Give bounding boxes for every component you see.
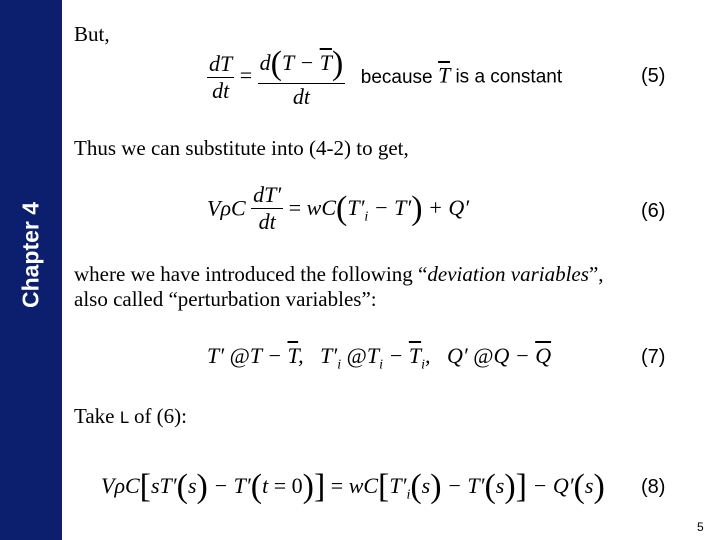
constant-text: is a constant bbox=[455, 66, 563, 88]
equation-8-number: (8) bbox=[641, 476, 666, 498]
equation-6: VρC $\frac{dT'}{dt}$ = $wC(T'_i - T') + Q'$ bbox=[207, 182, 470, 234]
take-text: Take L of (6): bbox=[74, 404, 188, 428]
perturbation-text: also called “perturbation variables”: bbox=[74, 287, 377, 311]
because-text: because bbox=[360, 66, 433, 88]
thus-text: Thus we can substitute into (4-2) to get, bbox=[74, 136, 409, 160]
deviation-text: where we have introduced the following “deviation variables”, bbox=[74, 262, 604, 286]
page-number: 5 bbox=[697, 520, 704, 534]
equation-5: $\frac{dT}{dt}$ = $\frac{d(T - \overline{T})}{dt}$ because $\overline{T}$ is a constant bbox=[209, 45, 563, 109]
equation-7-number: (7) bbox=[641, 346, 666, 368]
equation-8: $V\rho C[sT'(s) - T'(t = 0)] = wC[T'_i(s) - T'(s)] - Q'(s)$ bbox=[101, 468, 605, 505]
equation-6-number: (6) bbox=[641, 200, 666, 222]
sidebar bbox=[0, 0, 62, 540]
chapter-label: Chapter 4 bbox=[17, 201, 44, 309]
laplace-symbol: L bbox=[119, 408, 129, 427]
equation-5-number: (5) bbox=[641, 65, 666, 87]
equation-7: T′ @T − $\overline{T}$, $T'_i$ $@T_i - \overline{T}_i$, Q′ @Q − $\overline{Q}$ bbox=[207, 343, 552, 373]
but-text: But, bbox=[74, 22, 110, 46]
